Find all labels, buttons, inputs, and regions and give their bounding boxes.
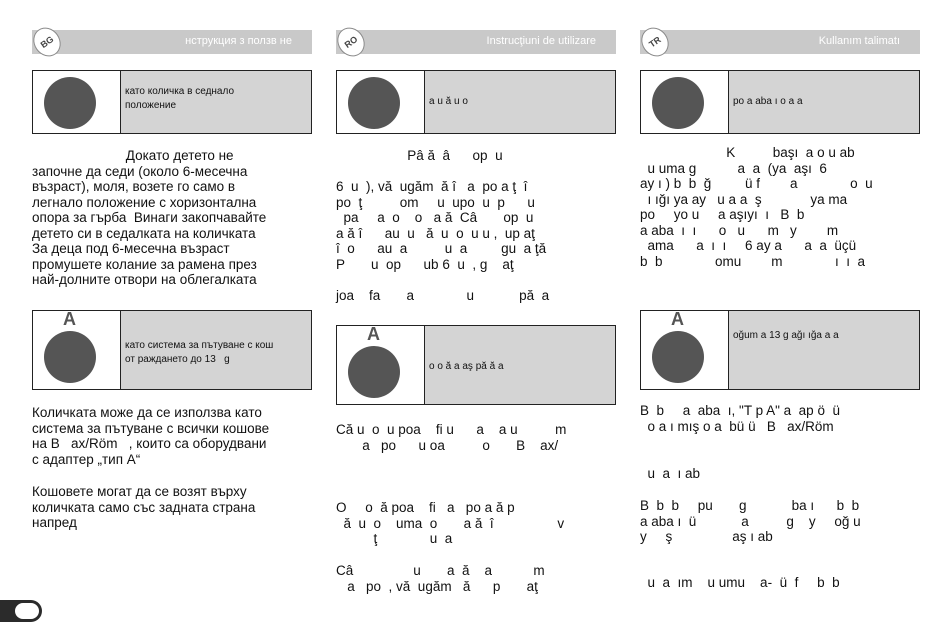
- language-badge-ro: [332, 22, 371, 61]
- info-box-text: oğum a 13 g ağı ığa a a: [729, 311, 919, 389]
- info-box-travel-system: [32, 310, 312, 390]
- column-tr: [640, 0, 920, 641]
- column-ro: [336, 0, 616, 641]
- info-box-text: a u ă u o: [425, 71, 615, 133]
- section-header-bg: [32, 30, 312, 54]
- language-badge-bg: [28, 22, 67, 61]
- info-box-seated-position: [32, 70, 312, 134]
- info-box-text: po a aba ı o a a: [729, 71, 919, 133]
- paragraph-travel-system: Că u o u poa fi u a a u m a po u oa o B ax/: [336, 422, 567, 453]
- paragraph-travel-system: B b a aba ı, "T p A" a ap ö ü o a ı mış o a bü ü B ax/Röm: [640, 403, 840, 434]
- info-box-text: o o ă a aş pă ă a: [425, 326, 615, 404]
- info-box-seated-position: [640, 70, 920, 134]
- section-title: Instrucţiuni de utilizare: [486, 35, 596, 47]
- section-header-tr: [640, 30, 920, 54]
- language-code: TR: [647, 34, 663, 50]
- info-box-text: като количка в седнало положение: [121, 71, 311, 133]
- travel-system-icon: [652, 331, 704, 383]
- section-header-ro: [336, 30, 616, 54]
- paragraph-carrycot-note: Câ u a ă a m a po , vă ugăm ă p aţ: [336, 563, 545, 594]
- info-box-seated-position: [336, 70, 616, 134]
- info-box-travel-system: [336, 325, 616, 405]
- language-code: RO: [342, 34, 360, 50]
- paragraph-seated-instructions: Докато детето не започне да седи (около 6-месечна възраст), моля, возете го само в легнало положение с хоризонтална опора за гърба Винаги закопчавайте детето си в седалката на количката За деца под 6-месечна възраст промушете колание за рамена през най-долните отвори на облегалката: [32, 148, 267, 287]
- travel-system-icon: [348, 346, 400, 398]
- travel-system-icon: [44, 331, 96, 383]
- info-box-text: като система за пътуване с кош от раждането до 13 g: [121, 311, 311, 389]
- paragraph-adapter-note: u a ı ab: [640, 466, 701, 481]
- column-bg: [32, 0, 312, 641]
- stroller-icon: [652, 77, 704, 129]
- adapter-type-mark: A: [63, 309, 76, 329]
- paragraph-seated-instructions: K başı a o u ab u uma g a a (ya aşı 6 ay ı ) b b ğ ü f a o u ı ığı ya ay u a a ş ya ma po yo u a aşıyı ı B b a aba ı ı o u m y m ama a ı ı 6 ay a a a üçü b b omu m ı ı a: [640, 145, 873, 269]
- paragraph-carrycot-direction: B b b pu g ba ı b b a aba ı ü a g y oğ u y ş aş ı ab: [640, 498, 861, 544]
- page-tab-marker: [0, 600, 42, 622]
- adapter-type-mark: A: [671, 309, 684, 329]
- section-title: Kullanım talimatı: [818, 35, 900, 47]
- language-badge-tr: [636, 22, 675, 61]
- paragraph-seated-instructions: Pâ ă â op u 6 u ), vă ugăm ă î a po a ţ î po ţ om u upo u p u pa a o o a ă Câ op u a ă î au u ă u o u u , up aţ î o au a u a gu a ţă P u op ub 6 u , g aţ joa fa a u pă a: [336, 148, 550, 303]
- language-code: BG: [38, 34, 56, 50]
- info-box-travel-system: [640, 310, 920, 390]
- section-title: нструкция з ползв не: [185, 35, 292, 47]
- paragraph-carrycot-direction: Кошовете могат да се возят върху количката само със задната страна напред: [32, 484, 256, 530]
- adapter-type-mark: A: [367, 324, 380, 344]
- paragraph-carrycot-direction: O o ă poa fi a po a ă p ă u o uma o a ă î v ţ u a: [336, 500, 565, 546]
- paragraph-travel-system: Количката може да се използва като система за пътуване с всички кошове на B ax/Röm , които са оборудвани с адаптер „тип А“: [32, 405, 270, 467]
- stroller-icon: [348, 77, 400, 129]
- stroller-icon: [44, 77, 96, 129]
- paragraph-carrycot-note: u a ım u umu a- ü f b b: [640, 575, 840, 590]
